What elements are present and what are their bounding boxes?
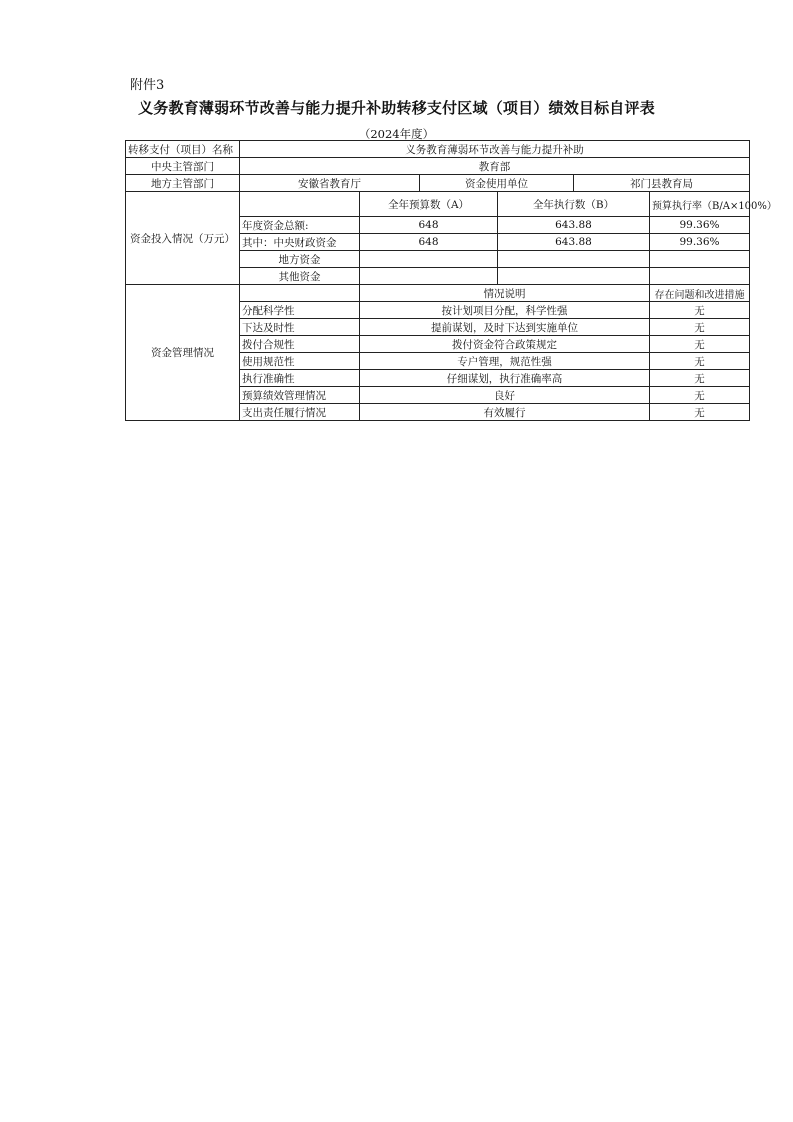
management-desc: 有效履行: [360, 404, 650, 421]
management-issue: 无: [650, 302, 750, 319]
evaluation-form-table: [125, 140, 777, 421]
project-value: 义务教育薄弱环节改善与能力提升补助: [240, 141, 750, 158]
funding-row-executed: 643.88: [498, 217, 650, 234]
project-label: 转移支付（项目）名称: [126, 141, 240, 158]
funding-col-budget: 全年预算数（A）: [360, 192, 498, 217]
management-header-row: [126, 285, 750, 302]
local-dept-row: [126, 175, 750, 192]
management-section-label: 资金管理情况: [126, 285, 240, 421]
document-year: （2024年度）: [358, 127, 435, 141]
funding-row-label: 其他资金: [240, 268, 360, 285]
management-item: 下达及时性: [240, 319, 360, 336]
central-dept-value: 教育部: [240, 158, 750, 175]
management-col-desc: 情况说明: [360, 285, 650, 302]
funding-row-budget: 648: [360, 234, 498, 251]
funding-header-row: [126, 192, 750, 217]
management-issue: 无: [650, 370, 750, 387]
management-desc: 良好: [360, 387, 650, 404]
management-item: 使用规范性: [240, 353, 360, 370]
funding-row-budget: 648: [360, 217, 498, 234]
management-desc: 拨付资金符合政策规定: [360, 336, 650, 353]
management-desc: 仔细谋划，执行准确率高: [360, 370, 650, 387]
management-desc: 按计划项目分配，科学性强: [360, 302, 650, 319]
management-item: 拨付合规性: [240, 336, 360, 353]
management-item: 分配科学性: [240, 302, 360, 319]
funding-col-executed: 全年执行数（B）: [498, 192, 650, 217]
management-issue: 无: [650, 404, 750, 421]
central-dept-label: 中央主管部门: [126, 158, 240, 175]
management-item: 执行准确性: [240, 370, 360, 387]
appendix-label: 附件3: [130, 78, 165, 93]
funding-row-executed: 643.88: [498, 234, 650, 251]
management-issue: 无: [650, 387, 750, 404]
management-item: 预算绩效管理情况: [240, 387, 360, 404]
local-dept-label: 地方主管部门: [126, 175, 240, 192]
management-issue: 无: [650, 353, 750, 370]
management-item: 支出责任履行情况: [240, 404, 360, 421]
local-dept-value: 安徽省教育厅: [240, 175, 420, 192]
funding-unit-value: 祁门县教育局: [574, 175, 750, 192]
funding-row-budget: [360, 251, 498, 268]
funding-row-label: 其中：中央财政资金: [240, 234, 360, 251]
central-dept-row: [126, 158, 750, 175]
funding-row-label: 年度资金总额:: [240, 217, 360, 234]
funding-row-rate: 99.36%: [650, 217, 750, 234]
management-desc: 专户管理，规范性强: [360, 353, 650, 370]
funding-row-executed: [498, 268, 650, 285]
funding-row-budget: [360, 268, 498, 285]
management-issue: 无: [650, 336, 750, 353]
funding-col-rate: 预算执行率（B/A×100%）: [650, 192, 750, 217]
funding-row-rate: [650, 268, 750, 285]
funding-section-label: 资金投入情况（万元）: [126, 192, 240, 285]
document-title: 义务教育薄弱环节改善与能力提升补助转移支付区域（项目）绩效目标自评表: [138, 99, 655, 117]
management-issue: 无: [650, 319, 750, 336]
funding-unit-label: 资金使用单位: [420, 175, 574, 192]
funding-row-executed: [498, 251, 650, 268]
funding-row-rate: 99.36%: [650, 234, 750, 251]
management-desc: 提前谋划，及时下达到实施单位: [360, 319, 650, 336]
funding-row-label: 地方资金: [240, 251, 360, 268]
management-col-issue: 存在问题和改进措施: [650, 285, 750, 302]
funding-row-rate: [650, 251, 750, 268]
project-row: [126, 141, 750, 158]
